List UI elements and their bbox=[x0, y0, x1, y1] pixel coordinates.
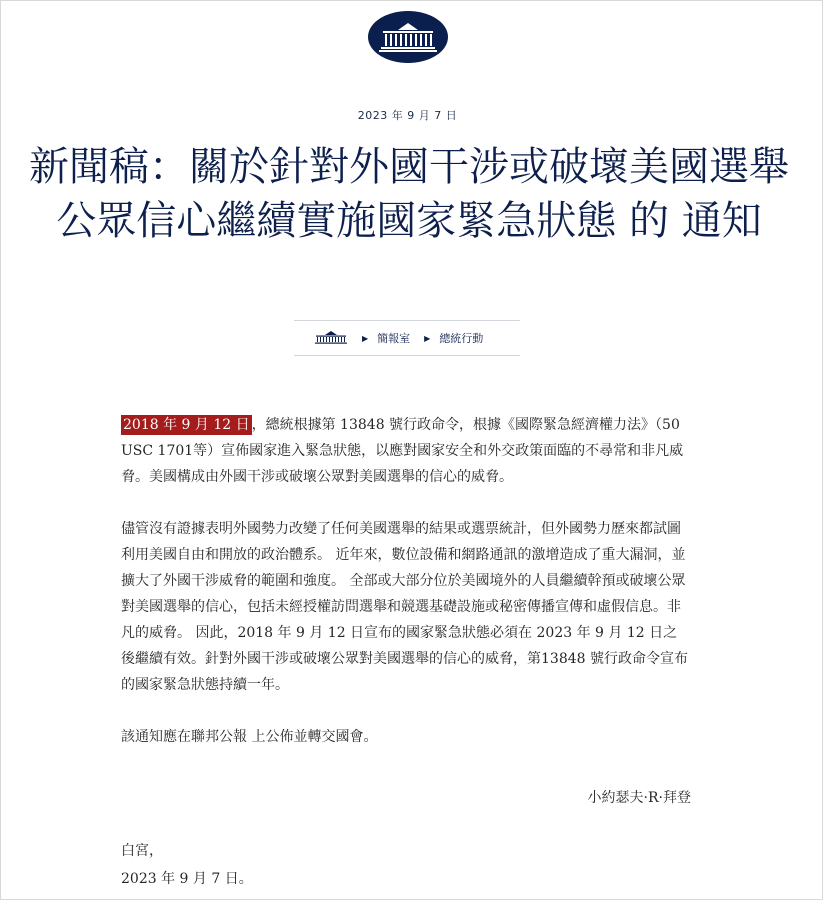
release-date: 2023 年 9 月 7 日 bbox=[357, 109, 458, 122]
paragraph-1 bbox=[121, 412, 691, 490]
breadcrumb-presidential-actions[interactable]: 總統行動 bbox=[439, 332, 484, 345]
breadcrumb-briefing-room[interactable]: 簡報室 bbox=[377, 332, 411, 345]
signature-date: 2023 年 9 月 7 日。 bbox=[121, 871, 253, 887]
chevron-right-icon: ▶ bbox=[424, 333, 431, 343]
paragraph-3: 該通知應在聯邦公報 上公佈並轉交國會。 bbox=[121, 729, 378, 745]
paragraph-1-text: ，總統根據第 13848 號行政命令，根據《國際緊急經濟權力法》（50 USC 1701等）宣佈國家進入緊急狀態，以應對國家安全和外交政策面臨的不尋常和非凡威脅。美國構成由外國干涉或破壞公眾對美國選舉的信心的威脅。 bbox=[121, 417, 684, 485]
article-body bbox=[121, 412, 691, 750]
white-house-seal-icon[interactable] bbox=[368, 11, 448, 63]
white-house-seal-graphic bbox=[377, 21, 439, 53]
signature-name: 小約瑟夫·R·拜登 bbox=[587, 790, 691, 806]
white-house-icon[interactable] bbox=[314, 331, 348, 345]
chevron-right-icon: ▶ bbox=[362, 333, 369, 343]
page-title: 新聞稿：關於針對外國干涉或破壞美國選舉公眾信心繼續實施國家緊急狀態 的 通知 bbox=[29, 144, 789, 244]
paragraph-2: 儘管沒有證據表明外國勢力改變了任何美國選舉的結果或選票統計，但外國勢力歷來都試圖利用美國自由和開放的政治體系。 近年來，數位設備和網路通訊的激增造成了重大漏洞，並擴大了外國干涉威脅的範圍和強度。 全部或大部分位於美國境外的人員繼續幹預或破壞公眾對美國選舉的信心，包括未經授權訪問選舉和競選基礎設施或秘密傳播宣傳和虛假信息。非凡的威脅。 因此，2018 年 9 月 12 日宣布的國家緊急狀態必須在 2023 年 9 月 12 日之後繼續有效。針對外國干涉或破壞公眾對美國選舉的信心的威脅，第13848 號行政命令宣布的國家緊急狀態持續一年。 bbox=[121, 521, 688, 693]
signature-place: 白宮， bbox=[121, 843, 163, 859]
highlighted-date: 2018 年 9 月 12 日 bbox=[123, 417, 250, 433]
breadcrumb-home-graphic bbox=[314, 331, 348, 345]
breadcrumb bbox=[294, 320, 520, 356]
